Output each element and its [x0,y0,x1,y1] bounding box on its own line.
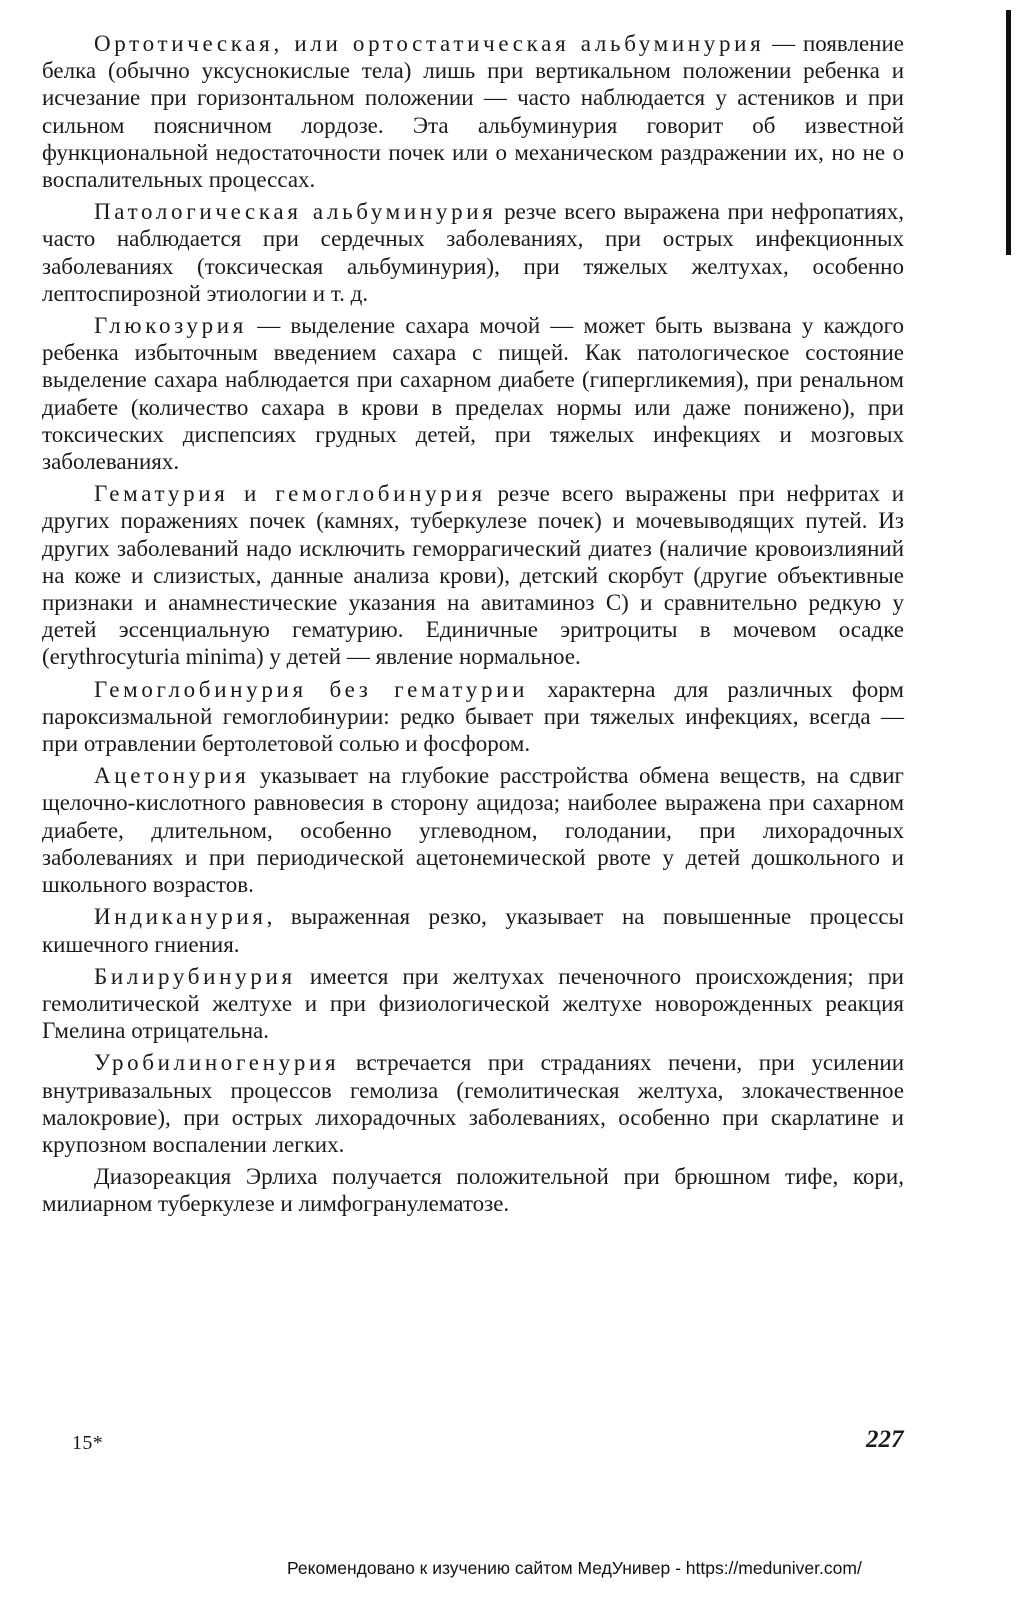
paragraph-diazoreaction [42,1163,904,1217]
paragraph-indicanuria [42,903,904,957]
term-hemoglobinuria: Гемоглобинурия без гематурии [94,676,529,702]
paragraph-glucosuria [42,312,904,475]
paragraph-orthostatic-albuminuria [42,30,904,193]
paragraph-text: резче всего выражена при нефропатиях, часто наблюдается при сердечных заболеваниях, при острых инфекционных заболеваниях (токсическая альбуминурия), при тяжелых желтухах, особенно лептоспирозной этиологии и т. д. [42,199,904,306]
term-glucosuria: Глюкозурия [94,313,248,339]
term-bilirubinuria: Билирубинурия [94,963,296,989]
paragraph-urobilinogenuria [42,1049,904,1158]
footer-recommendation: Рекомендовано к изучению сайтом МедУнивер - https://meduniver.com/ [287,1558,862,1578]
paragraph-text: Диазореакция Эрлиха получается положительной при брюшном тифе, кори, милиарном туберкулезе и лимфогранулематозе. [42,1164,904,1217]
paragraph-pathological-albuminuria [42,198,904,307]
main-text [42,30,904,1223]
paragraph-text: резче всего выражены при нефритах и других поражениях почек (камнях, туберкулезе почек) и мочевыводящих путей. Из других заболеваний надо исключить геморрагический диатез (наличие кровоизлияний на коже и слизистых, данные анализа крови), детский скорбут (другие объективные признаки и анамнестические указания на авитаминоз С) и сравнительно редкую у детей эссенциальную гематурию. Единичные эритроциты в мочевом осадке (erythrocyturia minima) у детей — явление нормальное. [42,481,905,670]
printer-signature-mark: 15* [72,1432,104,1454]
paragraph-text: указывает на глубокие расстройства обмена веществ, на сдвиг щелочно-кислотного равновесия в сторону ацидоза; наиболее выражена при сахарном диабете, длительном, особенно углеводном, голодании, при лихорадочных заболеваниях и при периодической ацетонемической рвоте у детей дошкольного и школьного возрастов. [42,763,904,898]
term-indicanuria: Индиканурия [94,904,267,930]
page-edge-shadow [1006,10,1011,255]
paragraph-text: характерна для различных форм пароксизмальной гемоглобинурии: редко бывает при тяжелых инфекциях, всегда — при отравлении бертолетовой солью и фосфором. [42,676,904,757]
page-number: 227 [866,1426,904,1453]
term-orthostatic-albuminuria: Ортотическая, или ортостатическая альбуминурия [94,31,765,56]
paragraph-text: — появление белка (обычно уксуснокислые тела) лишь при вертикальном положении ребенка и исчезание при горизонтальном положении — часто наблюдается у астеников и при сильном поясничном лордозе. Эта альбуминурия говорит об известной функциональной недостаточности почек или о механическом раздражении их, но не о воспалительных процессах. [42,31,904,193]
paragraph-hemoglobinuria [42,676,904,758]
paragraph-text: — выделение сахара мочой — может быть вызвана у каждого ребенка избыточным введением сахара с пищей. Как патологическое состояние выделение сахара наблюдается при сахарном диабете (гипергликемия), при ренальном диабете (количество сахара в крови в пределах нормы или даже понижено), при токсических диспепсиях грудных детей, при тяжелых инфекциях и мозговых заболеваниях. [42,313,904,475]
paragraph-acetonuria [42,762,904,898]
paragraph-text: встречается при страданиях печени, при усилении внутривазальных процессов гемолиза (гемолитическая желтуха, злокачественное малокровие), при острых лихорадочных заболеваниях, особенно при скарлатине и крупозном воспалении легких. [42,1050,904,1157]
term-acetonuria: Ацетонурия [94,763,250,789]
paragraph-bilirubinuria [42,963,904,1045]
term-urobilinogenuria: Уробилиногенурия [94,1050,340,1076]
paragraph-hematuria [42,480,904,670]
term-hematuria: Гематурия и гемоглобинурия [94,481,486,507]
term-pathological-albuminuria: Патологическая альбуминурия [94,199,497,225]
paragraph-text: , выраженная резко, указывает на повышенные процессы кишечного гниения. [42,904,904,957]
paragraph-text: имеется при желтухах печеночного происхождения; при гемолитической желтухе и при физиологической желтухе новорожденных реакция Гмелина отрицательна. [42,963,904,1044]
